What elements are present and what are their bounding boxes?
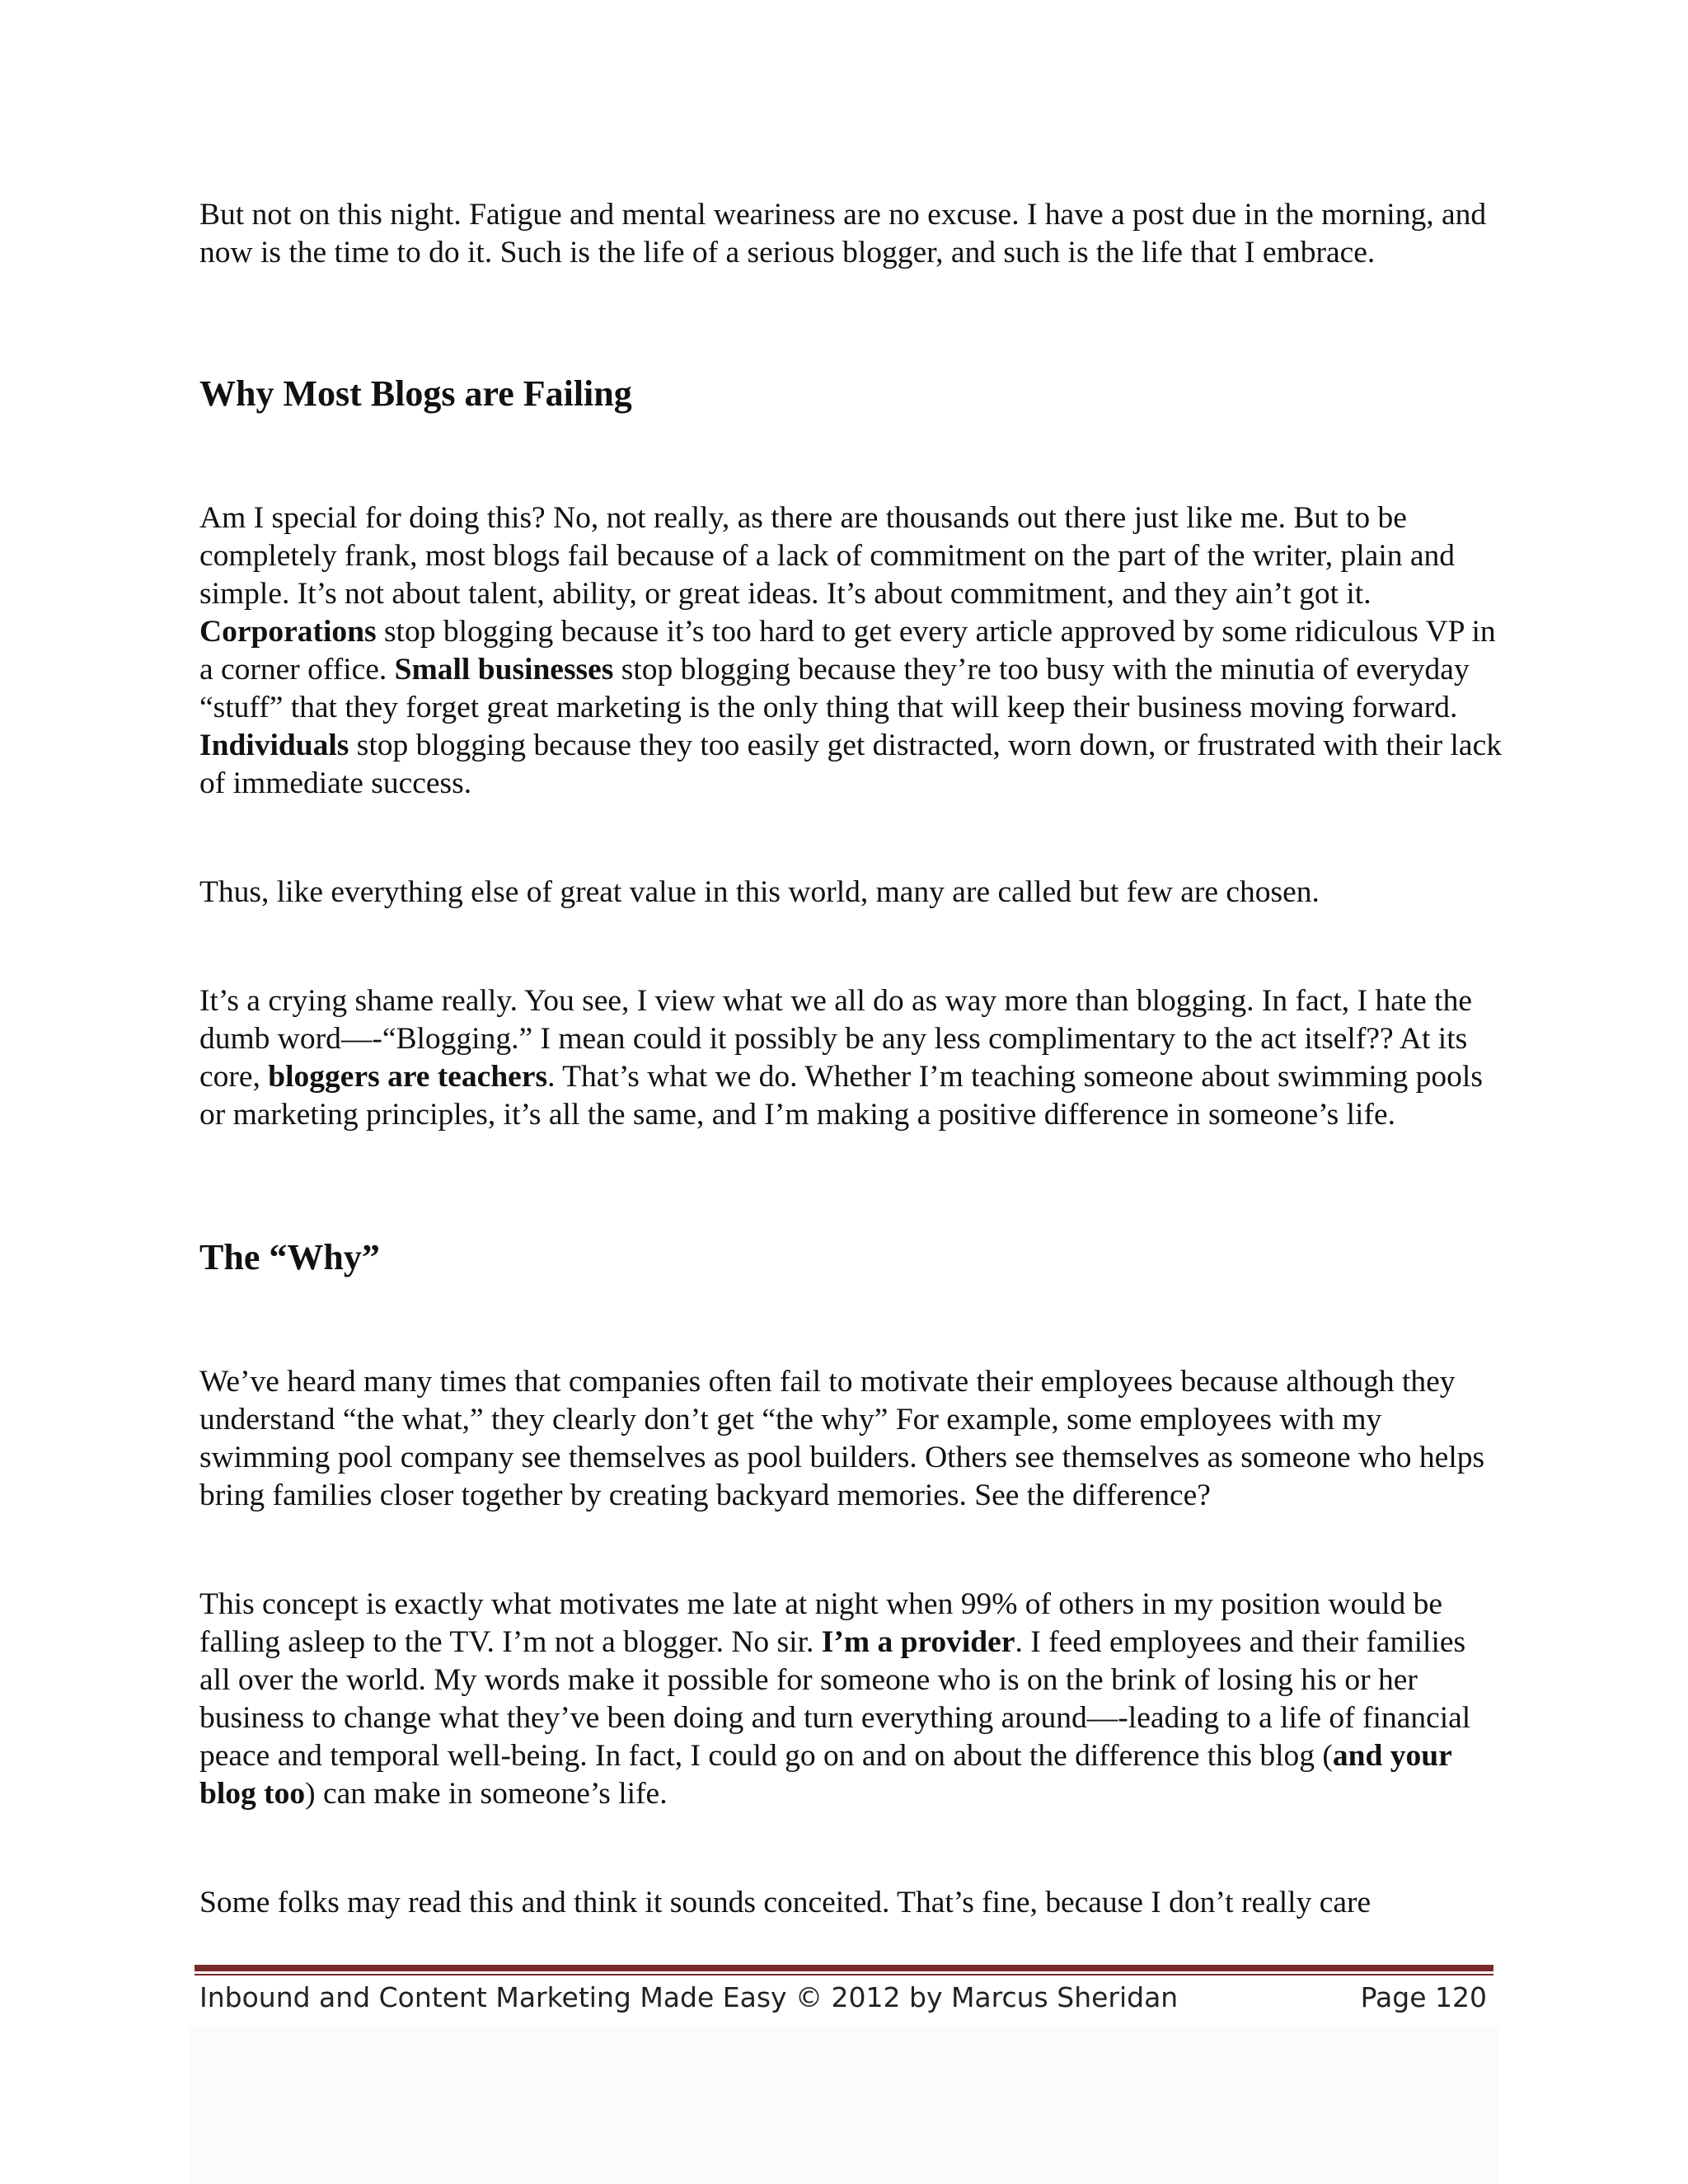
footer-rule: [195, 1965, 1493, 1971]
paragraph-commitment: Am I special for doing this? No, not really, as there are thousands out there just like me. But to be completely frank, most blogs fail because of a lack of commitment on the part of the writer, plain and simple. It’s not about talent, ability, or great ideas. It’s about commitment, and they ain’t got it. Corporations stop blogging because it’s too hard to get every article approved by some ridiculous VP in a corner office. Small businesses stop blogging because they’re too busy with the minutia of everyday “stuff” that they forget great marketing is the only thing that will keep their business moving forward. Individuals stop blogging because they too easily get distracted, worn down, or frustrated with their lack of immediate success.: [199, 501, 1502, 800]
heading-why-most-blogs-fail: Why Most Blogs are Failing: [199, 373, 632, 414]
bold-bloggers-are-teachers: bloggers are teachers: [268, 1060, 548, 1094]
paragraph-intro: But not on this night. Fatigue and mental weariness are no excuse. I have a post due in the morning, and now is the time to do it. Such is the life of a serious blogger, and such is the life that I embrace.: [199, 198, 1487, 269]
bold-individuals: Individuals: [199, 729, 349, 762]
heading-the-why: The “Why”: [199, 1237, 380, 1277]
bold-corporations: Corporations: [199, 615, 377, 649]
footer-page-number: Page 120: [1360, 1980, 1487, 2013]
footer-book-title: Inbound and Content Marketing Made Easy © 2012 by Marcus Sheridan: [199, 1980, 1179, 2013]
paragraph-companies-fail: We’ve heard many times that companies often fail to motivate their employees because although they understand “the what,” they clearly don’t get “the why” For example, some employees with my swimming pool company see themselves as pool builders. Others see themselves as someone who helps bring families closer together by creating backyard memories. See the difference?: [199, 1365, 1485, 1512]
page-footer: [199, 1976, 1487, 2018]
paragraph-crying-shame: It’s a crying shame really. You see, I view what we all do as way more than blogging. In fact, I hate the dumb word—-“Blogging.” I mean could it possibly be any less complimentary to the act itself?? At its core, bloggers are teachers. That’s what we do. Whether I’m teaching someone about swimming pools or marketing principles, it’s all the same, and I’m making a positive difference in someone’s life.: [199, 984, 1483, 1132]
bold-small-businesses: Small businesses: [394, 653, 614, 687]
page-body: [199, 196, 1502, 1922]
paragraph-conceited: Some folks may read this and think it sounds conceited. That’s fine, because I don’t really care: [199, 1886, 1372, 1919]
bold-im-a-provider: I’m a provider: [821, 1625, 1015, 1659]
footer-rule-thin: [195, 1974, 1493, 1975]
page-bottom-margin: [190, 2026, 1498, 2184]
paragraph-provider: This concept is exactly what motivates me late at night when 99% of others in my position would be falling asleep to the TV. I’m not a blogger. No sir. I’m a provider. I feed employees and their families all over the world. My words make it possible for someone who is on the brink of losing his or her business to change what they’ve been doing and turn everything around—-leading to a life of financial peace and temporal well-being. In fact, I could go on and on about the difference this blog (and your blog too) can make in someone’s life.: [199, 1587, 1471, 1811]
paragraph-many-called: Thus, like everything else of great value in this world, many are called but few are chosen.: [199, 875, 1320, 909]
bold-and-your-blog-too: and your blog too: [199, 1739, 1452, 1811]
